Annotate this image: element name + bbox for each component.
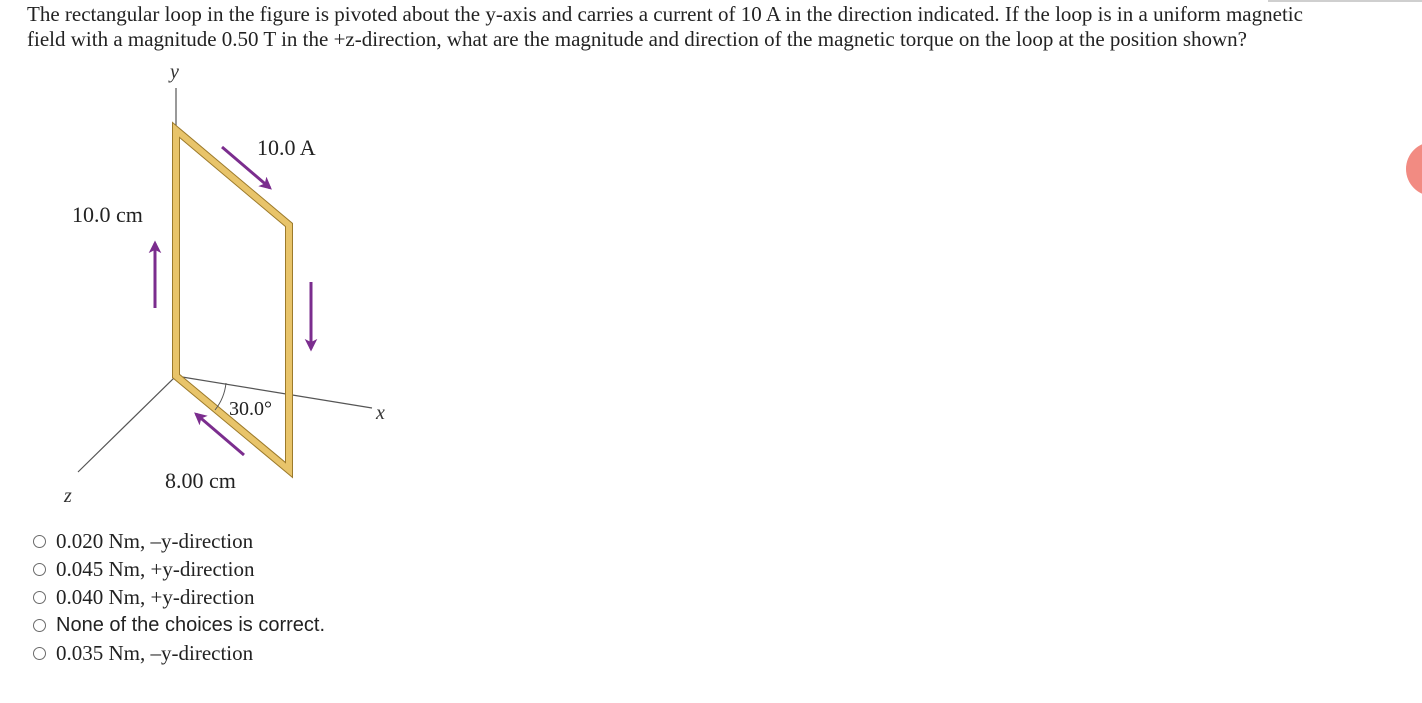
y-axis-label: y <box>170 61 179 83</box>
radio-button[interactable] <box>33 619 46 632</box>
z-axis-line <box>78 376 176 472</box>
radio-button[interactable] <box>33 591 46 604</box>
answer-option-label: 0.035 Nm, –y-direction <box>56 640 254 665</box>
current-arrow-bottom <box>196 414 244 455</box>
answer-option-label: 0.045 Nm, +y-direction <box>56 556 255 581</box>
answer-option-label: 0.040 Nm, +y-direction <box>56 584 255 609</box>
top-divider <box>1268 0 1422 2</box>
radio-button[interactable] <box>33 535 46 548</box>
height-label: 10.0 cm <box>72 202 143 227</box>
answer-option[interactable] <box>33 583 325 611</box>
angle-label: 30.0° <box>229 398 272 420</box>
answer-option[interactable] <box>33 639 325 667</box>
loop-figure <box>0 0 460 520</box>
floating-action-button[interactable] <box>1406 142 1422 196</box>
answer-option-label: 0.020 Nm, –y-direction <box>56 528 254 553</box>
radio-button[interactable] <box>33 563 46 576</box>
current-label: 10.0 A <box>257 135 316 160</box>
width-label: 8.00 cm <box>165 468 236 493</box>
question-line-2: field with a magnitude 0.50 T in the +z-direction, what are the magnitude and direction of the magnetic torque on the loop at the position shown? <box>27 27 1247 51</box>
answer-option-label: None of the choices is correct. <box>56 613 326 636</box>
answer-option[interactable] <box>33 555 325 583</box>
x-axis-label: x <box>376 402 385 424</box>
answer-option[interactable] <box>33 611 325 639</box>
question-line-1: The rectangular loop in the figure is pivoted about the y-axis and carries a current of 10 A in the direction indicated. If the loop is in a uniform magnetic <box>27 2 1303 26</box>
answer-option[interactable] <box>33 527 325 555</box>
radio-button[interactable] <box>33 647 46 660</box>
z-axis-label: z <box>64 485 72 507</box>
answer-options <box>33 527 325 667</box>
